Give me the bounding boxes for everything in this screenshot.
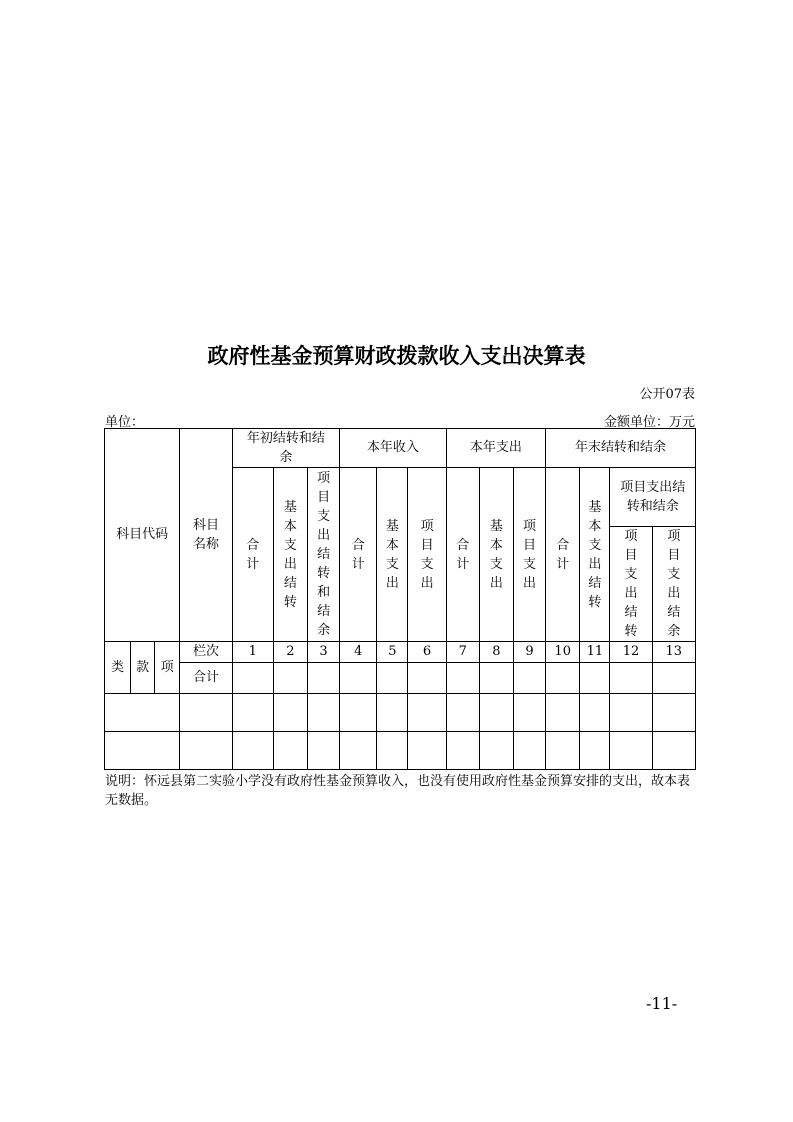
label-lei: 类 [105, 642, 131, 694]
table-cell [377, 694, 408, 732]
label-heji: 合计 [180, 663, 232, 694]
col-number: 13 [652, 642, 695, 663]
table-cell [652, 732, 695, 770]
col-number: 1 [232, 642, 273, 663]
header-expense-project: 项目支出 [513, 468, 545, 642]
col-number: 11 [580, 642, 610, 663]
table-cell [232, 663, 273, 694]
label-xiang: 项 [155, 642, 180, 694]
table-cell [273, 663, 307, 694]
col-number: 9 [513, 642, 545, 663]
col-number: 12 [610, 642, 652, 663]
header-opening-project-carry-surplus: 项目支出结转和结余 [307, 468, 339, 642]
col-number: 6 [408, 642, 446, 663]
col-number: 4 [340, 642, 377, 663]
table-cell [340, 732, 377, 770]
table-cell [180, 732, 232, 770]
header-subject-code: 科目代码 [105, 429, 180, 642]
col-number: 7 [446, 642, 479, 663]
header-opening-basic-carry: 基本支出结转 [273, 468, 307, 642]
col-number: 3 [307, 642, 339, 663]
table-cell [232, 732, 273, 770]
budget-table [104, 428, 696, 770]
table-cell [652, 694, 695, 732]
table-cell [377, 732, 408, 770]
table-cell [546, 732, 580, 770]
header-subject-name: 科目名称 [180, 429, 232, 642]
header-closing-project-group: 项目支出结转和结余 [610, 468, 696, 527]
label-lanci: 栏次 [180, 642, 232, 663]
header-income-project: 项目支出 [408, 468, 446, 642]
unit-label: 单位： [105, 415, 145, 430]
header-income-basic: 基本支出 [377, 468, 408, 642]
col-number: 2 [273, 642, 307, 663]
table-cell [307, 663, 339, 694]
table-cell [307, 732, 339, 770]
header-current-income: 本年收入 [340, 429, 447, 468]
table-cell [580, 732, 610, 770]
table-cell [180, 694, 232, 732]
header-income-total: 合计 [340, 468, 377, 642]
table-cell [479, 663, 513, 694]
table-cell [479, 732, 513, 770]
table-cell [513, 694, 545, 732]
table-cell [232, 694, 273, 732]
table-cell [340, 694, 377, 732]
label-kuan: 款 [131, 642, 155, 694]
table-cell [546, 694, 580, 732]
table-cell [273, 694, 307, 732]
header-closing-basic-carry: 基本支出结转 [580, 468, 610, 642]
page-title: 政府性基金预算财政拨款收入支出决算表 [207, 344, 586, 368]
table-cell [105, 694, 180, 732]
header-expense-basic: 基本支出 [479, 468, 513, 642]
amount-unit-label: 金额单位：万元 [603, 415, 695, 430]
table-cell [446, 694, 479, 732]
table-cell [580, 694, 610, 732]
col-number: 8 [479, 642, 513, 663]
header-closing-total: 合计 [546, 468, 580, 642]
table-cell [105, 732, 180, 770]
table-cell [546, 663, 580, 694]
table-cell [652, 663, 695, 694]
table-cell [610, 732, 652, 770]
table-number: 公开07表 [639, 387, 695, 402]
table-cell [446, 663, 479, 694]
table-row [105, 732, 696, 770]
header-current-expenditure: 本年支出 [446, 429, 545, 468]
table-cell [273, 732, 307, 770]
table-cell [610, 694, 652, 732]
header-closing-balance: 年末结转和结余 [546, 429, 696, 468]
table-cell [408, 732, 446, 770]
table-cell [408, 694, 446, 732]
table-cell [610, 663, 652, 694]
header-opening-total: 合计 [232, 468, 273, 642]
table-cell [408, 663, 446, 694]
table-cell [377, 663, 408, 694]
table-cell [340, 663, 377, 694]
table-cell [580, 663, 610, 694]
header-closing-project-surplus: 项目支出结余 [652, 527, 695, 642]
page-number: -11- [646, 994, 678, 1013]
header-opening-balance: 年初结转和结余 [232, 429, 340, 468]
table-cell [307, 694, 339, 732]
column-number-row [105, 642, 696, 663]
table-row [105, 694, 696, 732]
col-number: 10 [546, 642, 580, 663]
header-expense-total: 合计 [446, 468, 479, 642]
table-cell [479, 694, 513, 732]
table-cell [513, 663, 545, 694]
col-number: 5 [377, 642, 408, 663]
total-row [105, 663, 696, 694]
header-closing-project-carry: 项目支出结转 [610, 527, 652, 642]
table-cell [446, 732, 479, 770]
explanatory-note: 说明：怀远县第二实验小学没有政府性基金预算收入，也没有使用政府性基金预算安排的支出，故本表无数据。 [105, 774, 691, 808]
table-cell [513, 732, 545, 770]
